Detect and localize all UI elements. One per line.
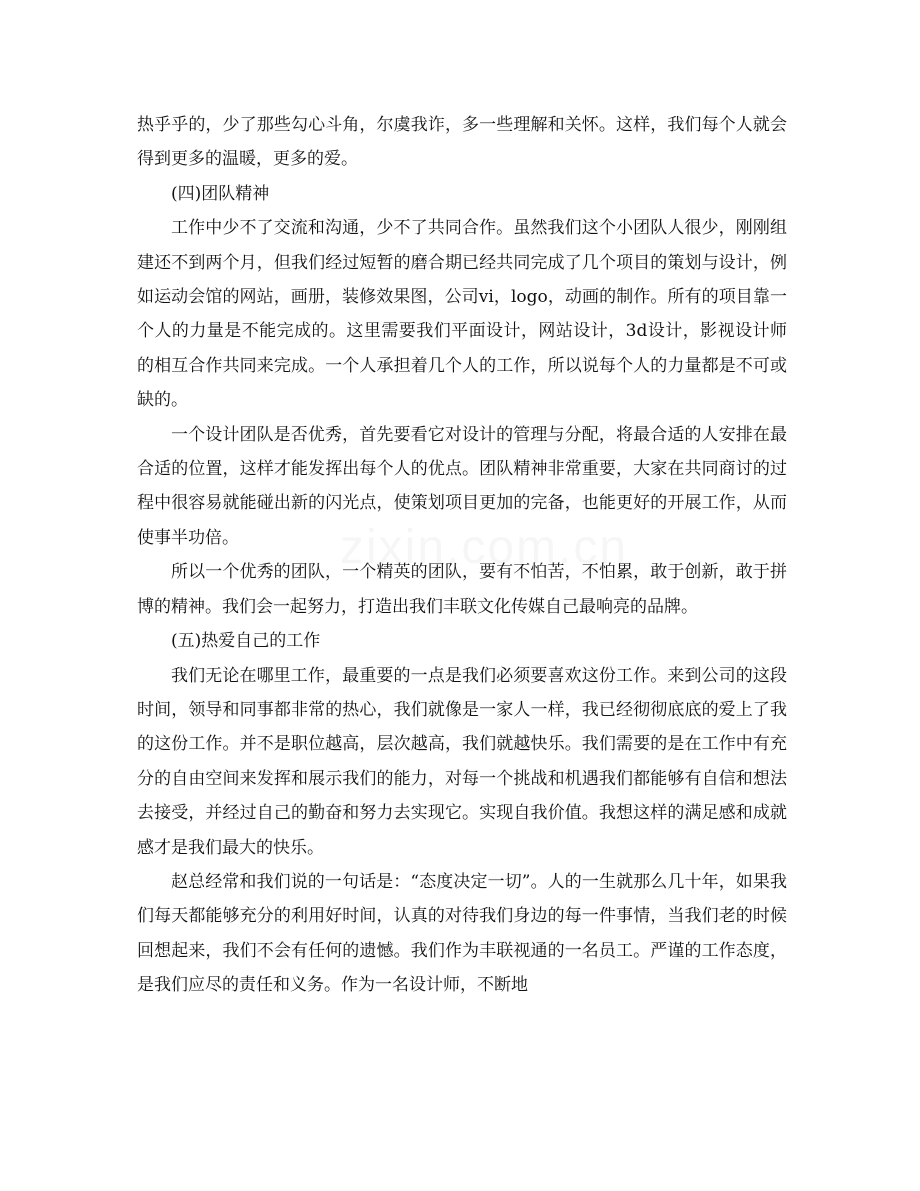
paragraph-intro-continuation: 热乎乎的，少了那些勾心斗角，尔虞我诈，多一些理解和关怀。这样，我们每个人就会得到更多的温暖，更多的爱。	[137, 115, 787, 170]
paragraph-team-management: 一个设计团队是否优秀，首先要看它对设计的管理与分配，将最合适的人安排在最合适的位置，这样才能发挥出每个人的优点。团队精神非常重要，大家在共同商讨的过程中很容易就能碰出新的闪光点，使策划项目更加的完备，也能更好的开展工作，从而使事半功倍。	[137, 424, 787, 548]
paragraph-team-excellence: 所以一个优秀的团队，一个精英的团队，要有不怕苦，不怕累，敢于创新，敢于拼博的精神。我们会一起努力，打造出我们丰联文化传媒自己最响亮的品牌。	[137, 562, 787, 617]
document-body	[137, 108, 787, 1003]
paragraph-attitude: 赵总经常和我们说的一句话是：“态度决定一切”。人的一生就那么几十年，如果我们每天都能够充分的利用好时间，认真的对待我们身边的每一件事情，当我们老的时候回想起来，我们不会有任何的遗憾。我们作为丰联视通的一名员工。严谨的工作态度，是我们应尽的责任和义务。作为一名设计师，不断地	[137, 871, 787, 996]
section-heading-team-spirit: (四)团队精神	[171, 183, 270, 204]
paragraph-love-work: 我们无论在哪里工作，最重要的一点是我们必须要喜欢这份工作。来到公司的这段时间，领导和同事都非常的热心，我们就像是一家人一样，我已经彻彻底底的爱上了我的这份工作。并不是职位越高，层次越高，我们就越快乐。我们需要的是在工作中有充分的自由空间来发挥和展示我们的能力，对每一个挑战和机遇我们都能够有自信和想法去接受，并经过自己的勤奋和努力去实现它。实现自我价值。我想这样的满足感和成就感才是我们最大的快乐。	[137, 665, 787, 858]
paragraph-team-collaboration: 工作中少不了交流和沟通，少不了共同合作。虽然我们这个小团队人很少，刚刚组建还不到两个月，但我们经过短暂的磨合期已经共同完成了几个项目的策划与设计，例如运动会馆的网站，画册，装修效果图，公司vi，logo，动画的制作。所有的项目靠一个人的力量是不能完成的。这里需要我们平面设计，网站设计，3d设计，影视设计师的相互合作共同来完成。一个人承担着几个人的工作，所以说每个人的力量都是不可或缺的。	[137, 218, 787, 411]
section-heading-love-work: (五)热爱自己的工作	[171, 631, 321, 652]
